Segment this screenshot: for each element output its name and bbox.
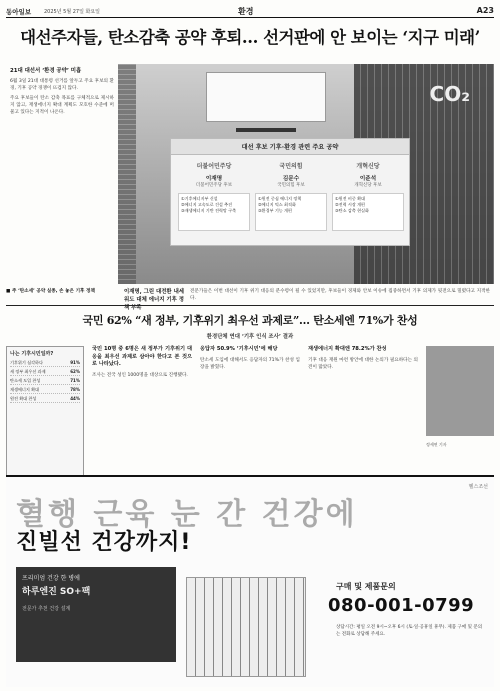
ad-sign-product: 하루엔진 SO+팩	[22, 587, 91, 597]
party-card-reform	[329, 159, 407, 243]
candidate-name: 김문수	[282, 176, 300, 182]
ad-sign	[16, 567, 176, 662]
candidate-name: 이재명	[205, 176, 223, 182]
candidate-affiliation: 더불어민주당 후보	[195, 183, 233, 188]
ad-building-graphic	[186, 577, 306, 677]
survey-column	[308, 346, 418, 496]
pledge-item: ①원전 중심 에너지 정책	[258, 196, 302, 201]
pledge-item: ①기후에너지부 신설	[181, 196, 218, 201]
survey-label: 기후위기 심각하다	[10, 360, 43, 365]
survey-column	[92, 346, 192, 496]
survey-subheadline: 환경단체 연대 ‘기후 인식 조사’ 결과	[206, 334, 294, 340]
survey-column-lead: 국민 10명 중 6명은 새 정부가 기후위기 대응을 최우선 과제로 삼아야 한다고 본 것으로 나타났다.	[92, 346, 192, 367]
ballot-slot	[236, 128, 296, 132]
pledge-item: ③탄소 감축 현실화	[335, 208, 369, 213]
bullet-item: ■ 주 ‘탄소세’ 공약 실종, 손 놓은 기후 정책	[6, 289, 95, 294]
pledge-item: ③환경부 기능 개편	[258, 208, 292, 213]
survey-label: 원전 확대 찬성	[10, 396, 37, 401]
policy-box-title: 대선 후보 기후·환경 관련 주요 공약	[171, 139, 409, 155]
policy-comparison-box	[170, 138, 410, 246]
co2-icon: CO₂	[429, 82, 470, 106]
survey-column-body: 탄소세 도입에 대해서도 응답자의 71%가 찬성 입장을 밝혔다.	[200, 357, 300, 370]
survey-label: 탄소세 도입 찬성	[10, 378, 41, 383]
lede-column	[6, 64, 118, 284]
page-number: A23	[476, 6, 494, 15]
pledge-list	[332, 193, 404, 231]
survey-row	[10, 396, 80, 403]
bullet-column	[6, 288, 118, 302]
survey-label: 새 정부 최우선 과제	[10, 369, 46, 374]
pledge-item: ②전력 시장 개편	[335, 202, 365, 207]
survey-column-lead: 재생에너지 확대엔 78.2%가 찬성	[308, 346, 387, 352]
ad-sign-line: 프리미엄 건강 한 병에	[22, 575, 80, 582]
survey-box	[6, 346, 84, 491]
survey-column-body: 조사는 전국 성인 1000명을 대상으로 진행됐다.	[92, 372, 188, 378]
article-column	[190, 288, 490, 302]
party-card-democratic	[175, 159, 253, 243]
issue-date: 2025년 5월 27일 화요일	[44, 9, 101, 15]
survey-percent: 62%	[70, 369, 80, 374]
ad-brand: 헬스조선	[468, 484, 488, 490]
party-card-ppp	[252, 159, 330, 243]
section-title: 환경	[238, 7, 254, 16]
survey-percent: 71%	[70, 378, 80, 383]
party-logo: 개혁신당	[356, 163, 380, 170]
ballot-box-graphic	[206, 72, 326, 122]
pledge-item: ③재생에너지 기반 전력망 구축	[181, 208, 237, 213]
survey-box-title: 나는 기후시민일까?	[10, 351, 54, 357]
article-paragraph: 전문가들은 이번 대선이 기후 위기 대응의 분수령이 될 수 있었지만, 후보들이 경제와 안보 이슈에 집중하면서 기후 의제가 뒷전으로 밀렸다고 지적한다.	[190, 289, 490, 302]
photo-caption: 정세연 기자	[426, 442, 447, 447]
masthead: 동아일보	[6, 8, 32, 16]
survey-row	[10, 378, 80, 385]
survey-headline: 국민 62% “새 정부, 기후위기 최우선 과제로”… 탄소세엔 71%가 찬성	[82, 314, 418, 327]
candidate-name: 이준석	[359, 176, 377, 182]
pledge-list	[255, 193, 327, 231]
ad-sign-line: 전문가 추천 건강 설계	[22, 606, 71, 612]
ad-phone-number: 080-001-0799	[328, 595, 475, 616]
survey-percent: 44%	[70, 396, 80, 401]
survey-row	[10, 360, 80, 367]
mid-lead-title: 이재명, 그린 대전환 내세워도 대체 에너지 기후 정책 부족	[124, 289, 184, 311]
party-logo: 국민의힘	[279, 163, 303, 170]
mid-lead-column	[124, 288, 184, 311]
ad-phone-title: 구매 및 제품문의	[336, 582, 396, 591]
lede-paragraph: 주요 후보들이 탄소 감축 목표를 구체적으로 제시하지 않고, 재생에너지 확대 계획도 모호한 수준에 머물고 있다는 지적이 나온다.	[10, 96, 114, 115]
ad-note: 상담시간: 평일 오전 9시~오후 6시 (토·일·공휴일 휴무). 제품 구매 및 문의는 전화로 상담해 주세요.	[336, 625, 483, 637]
survey-column-lead: 응답자 50.9% ‘기후시민’에 해당	[200, 346, 278, 352]
lede-paragraph: 6월 3일 21대 대통령 선거를 앞두고 주요 후보의 환경, 기후 공약 경쟁이 뜨겁지 않다.	[10, 79, 114, 91]
survey-column	[200, 346, 300, 496]
survey-row	[10, 369, 80, 376]
ad-headline-1: 혈행 근육 눈 간 건강에	[16, 497, 358, 532]
pledge-item: ②에너지 고속도로 건설 추진	[181, 202, 233, 207]
candidate-affiliation: 국민의힘 후보	[277, 183, 305, 188]
ad-headline-2: 진빌선 건강까지!	[16, 530, 192, 555]
candidate-affiliation: 개혁신당 후보	[354, 183, 382, 188]
lede-kicker: 21대 대선서 ‘환경 공약’ 미흡	[10, 68, 82, 74]
pledge-item: ①원전 비중 확대	[335, 196, 365, 201]
survey-label: 재생에너지 확대	[10, 387, 39, 392]
pledge-list	[178, 193, 250, 231]
survey-percent: 78%	[70, 387, 80, 392]
survey-percent: 91%	[70, 360, 80, 365]
reporter-photo	[426, 346, 494, 447]
main-headline: 대선주자들, 탄소감축 공약 후퇴… 선거판에 안 보이는 ‘지구 미래’	[20, 28, 480, 47]
survey-row	[10, 387, 80, 394]
pledge-item: ②에너지 믹스 최적화	[258, 202, 296, 207]
page-header	[6, 4, 494, 18]
advertisement	[6, 475, 494, 687]
party-logo: 더불어민주당	[196, 163, 232, 170]
survey-column-body: 기후 대응 재원 마련 방안에 대한 논의가 필요하다는 의견이 많았다.	[308, 357, 418, 370]
